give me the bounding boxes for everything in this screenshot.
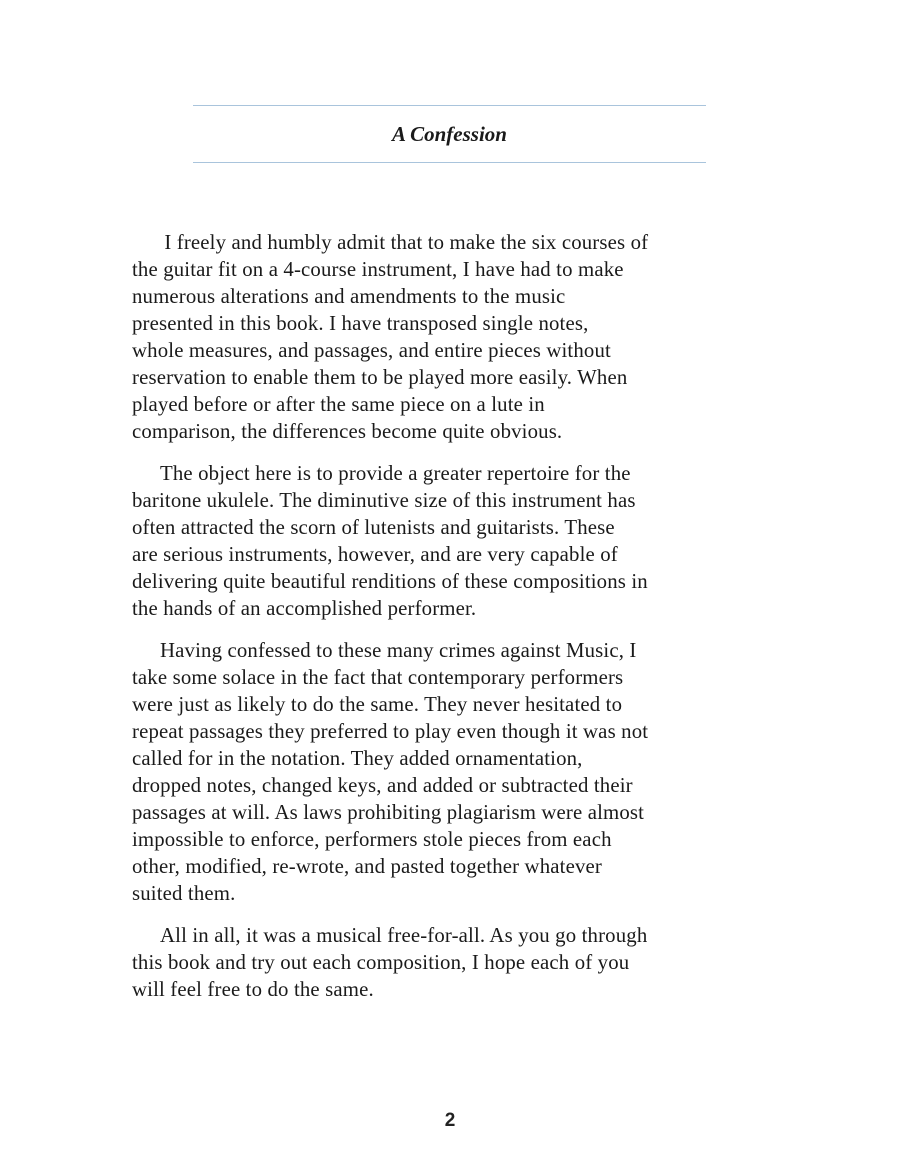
text-line: will feel free to do the same.: [132, 978, 374, 1001]
text-line: The object here is to provide a greater repertoire for the: [160, 462, 631, 485]
text-line: Having confessed to these many crimes against Music, I: [160, 639, 637, 662]
paragraph-1: [132, 229, 772, 445]
text-line: presented in this book. I have transposed single notes,: [132, 312, 589, 335]
text-line: played before or after the same piece on a lute in: [132, 393, 545, 416]
text-line: reservation to enable them to be played more easily. When: [132, 366, 628, 389]
text-line: suited them.: [132, 882, 236, 905]
text-line: the hands of an accomplished performer.: [132, 597, 477, 620]
text-line: whole measures, and passages, and entire pieces without: [132, 339, 611, 362]
text-line: often attracted the scorn of lutenists and guitarists. These: [132, 516, 615, 539]
paragraph-4: [132, 922, 772, 1003]
text-line: dropped notes, changed keys, and added or subtracted their: [132, 774, 633, 797]
text-line: baritone ukulele. The diminutive size of this instrument has: [132, 489, 636, 512]
text-line: I freely and humbly admit that to make the six courses of: [159, 231, 649, 254]
title-top-rule: [193, 105, 706, 106]
page-number: 2: [444, 1110, 456, 1131]
text-line: impossible to enforce, performers stole pieces from each: [132, 828, 612, 851]
text-line: are serious instruments, however, and are very capable of: [132, 543, 618, 566]
title-block: [193, 105, 706, 163]
text-line: comparison, the differences become quite obvious.: [132, 420, 563, 443]
title-bottom-rule: [193, 162, 706, 163]
text-line: numerous alterations and amendments to the music: [132, 285, 566, 308]
page-title: A Confession: [392, 122, 507, 146]
body-text: [132, 229, 772, 1018]
paragraph-2: [132, 460, 772, 622]
text-line: take some solace in the fact that contemporary performers: [132, 666, 624, 689]
text-line: called for in the notation. They added ornamentation,: [132, 747, 583, 770]
text-line: delivering quite beautiful renditions of these compositions in: [132, 570, 648, 593]
paragraph-3: [132, 637, 772, 907]
text-line: repeat passages they preferred to play even though it was not: [132, 720, 649, 743]
text-line: were just as likely to do the same. They never hesitated to: [132, 693, 623, 716]
text-line: the guitar fit on a 4-course instrument, I have had to make: [132, 258, 624, 281]
text-line: passages at will. As laws prohibiting plagiarism were almost: [132, 801, 645, 824]
text-line: this book and try out each composition, I hope each of you: [132, 951, 630, 974]
text-line: All in all, it was a musical free-for-all. As you go through: [160, 924, 648, 947]
text-line: other, modified, re-wrote, and pasted together whatever: [132, 855, 602, 878]
